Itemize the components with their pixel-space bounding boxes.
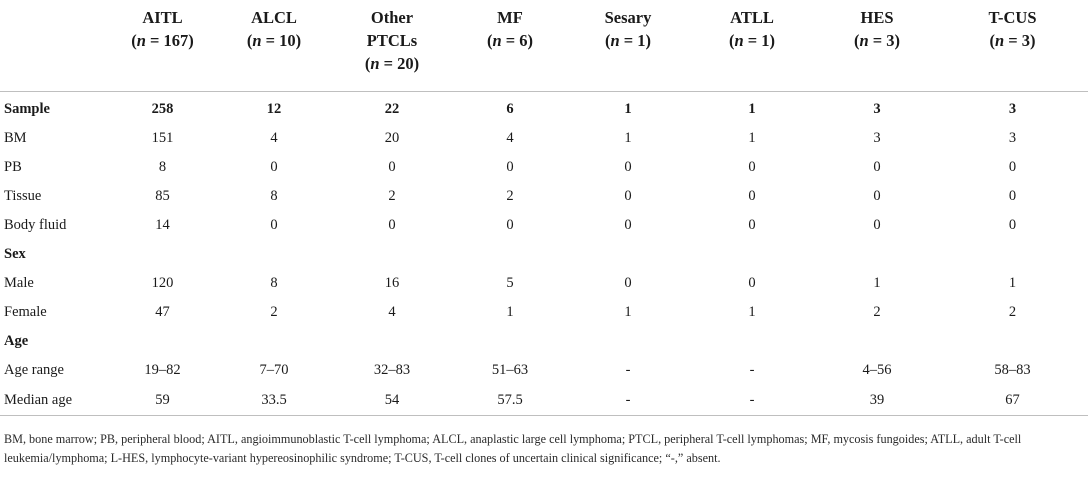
table-cell: 12 bbox=[266, 101, 282, 117]
table-cell bbox=[451, 240, 569, 269]
table-cell: 1 bbox=[624, 101, 632, 117]
table-cell: 4 bbox=[270, 130, 278, 146]
row-label: PB bbox=[4, 159, 22, 175]
header-mf: MF (n = 6) bbox=[451, 0, 569, 92]
header-t-cus: T-CUS (n = 3) bbox=[937, 0, 1088, 92]
table-cell: 14 bbox=[155, 217, 170, 233]
row-label: Median age bbox=[0, 385, 110, 416]
header-hes: HES (n = 3) bbox=[817, 0, 937, 92]
table-cell bbox=[687, 240, 817, 269]
section-label: Sex bbox=[4, 246, 26, 262]
table-cell: 151 bbox=[151, 130, 174, 146]
header-row bbox=[0, 0, 1088, 92]
table-cell bbox=[333, 327, 451, 356]
table-cell: 2 bbox=[506, 188, 514, 204]
table-row bbox=[0, 385, 1088, 416]
table-cell: 0 bbox=[748, 188, 756, 204]
table-cell: 51–63 bbox=[491, 362, 529, 378]
table-cell: 0 bbox=[748, 275, 756, 291]
table-cell: 33.5 bbox=[215, 385, 333, 416]
header-aitl: AITL (n = 167) bbox=[110, 0, 215, 92]
table-cell bbox=[569, 240, 687, 269]
table-cell: 0 bbox=[506, 159, 514, 175]
header-alcl: ALCL (n = 10) bbox=[215, 0, 333, 92]
table-cell: 0 bbox=[748, 159, 756, 175]
table-cell: 1 bbox=[873, 275, 881, 291]
table-cell: 67 bbox=[937, 385, 1088, 416]
table-cell: 59 bbox=[110, 385, 215, 416]
table-row bbox=[0, 153, 1088, 182]
table-cell: 0 bbox=[624, 217, 632, 233]
table-cell: 0 bbox=[1008, 159, 1017, 175]
table-cell: 0 bbox=[388, 217, 396, 233]
table-cell bbox=[110, 240, 215, 269]
table-cell bbox=[451, 327, 569, 356]
table-cell: 2 bbox=[873, 304, 881, 320]
table-cell: 0 bbox=[270, 159, 278, 175]
table-cell: - bbox=[687, 385, 817, 416]
table-cell: 7–70 bbox=[259, 362, 289, 378]
row-label: Tissue bbox=[4, 188, 42, 204]
table-cell: 1 bbox=[1008, 275, 1017, 291]
table-cell: 3 bbox=[873, 130, 881, 146]
table-cell: 85 bbox=[155, 188, 170, 204]
header-atll: ATLL (n = 1) bbox=[687, 0, 817, 92]
table-cell bbox=[817, 240, 937, 269]
table-cell: 6 bbox=[506, 101, 514, 117]
table-cell: 4 bbox=[388, 304, 396, 320]
section-row bbox=[0, 327, 1088, 356]
row-label: Male bbox=[4, 275, 34, 291]
table-cell bbox=[333, 240, 451, 269]
table-cell: 19–82 bbox=[144, 362, 181, 378]
table-cell: 3 bbox=[873, 101, 881, 117]
row-label: BM bbox=[4, 130, 27, 146]
row-label: Female bbox=[4, 304, 47, 320]
table-cell: 0 bbox=[506, 217, 514, 233]
table-cell: 20 bbox=[384, 130, 400, 146]
table-row bbox=[0, 124, 1088, 153]
table-cell: 258 bbox=[151, 101, 174, 117]
table-cell: 58–83 bbox=[994, 362, 1031, 378]
table-cell: 8 bbox=[158, 159, 167, 175]
table-cell bbox=[569, 327, 687, 356]
table-cell: 3 bbox=[1008, 130, 1017, 146]
table-cell: 1 bbox=[624, 304, 632, 320]
table-cell: 39 bbox=[817, 385, 937, 416]
table-row bbox=[0, 298, 1088, 327]
table-cell: 0 bbox=[1008, 188, 1017, 204]
section-label: Age bbox=[4, 333, 29, 349]
section-row bbox=[0, 92, 1088, 125]
table-row bbox=[0, 182, 1088, 211]
table-cell: 22 bbox=[384, 101, 400, 117]
table-cell bbox=[937, 240, 1088, 269]
table-cell bbox=[687, 327, 817, 356]
table-cell: 1 bbox=[748, 304, 756, 320]
section-row bbox=[0, 240, 1088, 269]
table-cell: 47 bbox=[155, 304, 170, 320]
table-cell: 8 bbox=[270, 275, 278, 291]
table-cell: 0 bbox=[624, 159, 632, 175]
table-cell bbox=[817, 327, 937, 356]
table-cell: 57.5 bbox=[451, 385, 569, 416]
table-cell bbox=[215, 240, 333, 269]
table-cell: 0 bbox=[270, 217, 278, 233]
row-label: Body fluid bbox=[4, 217, 67, 233]
table-row bbox=[0, 269, 1088, 298]
table-cell: 0 bbox=[873, 188, 881, 204]
table-cell: - bbox=[749, 362, 755, 378]
table-cell: 120 bbox=[151, 275, 174, 291]
table-cell: 5 bbox=[506, 275, 514, 291]
table-cell bbox=[110, 327, 215, 356]
table-cell: 0 bbox=[624, 188, 632, 204]
table-cell: - bbox=[625, 362, 631, 378]
table-cell: 32–83 bbox=[373, 362, 411, 378]
table-cell bbox=[215, 327, 333, 356]
table-cell: 0 bbox=[1008, 217, 1017, 233]
table-cell: 0 bbox=[388, 159, 396, 175]
table-cell: 2 bbox=[1008, 304, 1017, 320]
table-cell: 0 bbox=[873, 217, 881, 233]
table-cell: 4–56 bbox=[862, 362, 892, 378]
table-cell: 1 bbox=[506, 304, 514, 320]
table-cell: 3 bbox=[1008, 101, 1017, 117]
table-cell: - bbox=[569, 385, 687, 416]
table-row bbox=[0, 356, 1088, 385]
table-cell: 2 bbox=[388, 188, 396, 204]
table-row bbox=[0, 211, 1088, 240]
table-cell: 4 bbox=[506, 130, 514, 146]
row-label: Age range bbox=[4, 362, 64, 378]
table-cell: 8 bbox=[270, 188, 278, 204]
table-cell: 1 bbox=[624, 130, 632, 146]
table-cell: 1 bbox=[748, 101, 756, 117]
table-cell: 0 bbox=[873, 159, 881, 175]
header-sesary: Sesary (n = 1) bbox=[569, 0, 687, 92]
table-cell: 1 bbox=[748, 130, 756, 146]
table-cell: 0 bbox=[624, 275, 632, 291]
table-cell: 0 bbox=[748, 217, 756, 233]
section-label: Sample bbox=[4, 101, 50, 117]
header-corner bbox=[0, 0, 110, 92]
table-cell bbox=[937, 327, 1088, 356]
table-footnote: BM, bone marrow; PB, peripheral blood; AITL, angioimmunoblastic T-cell lymphoma; ALCL, anaplastic large cell lymphoma; PTCL, peripheral T-cell lymphomas; MF, mycosis fungoides; ATLL, adult T-cell leukemia/lymphoma; L-HES, lymphocyte-variant hypereosinophilic syndrome; T-CUS, T-cell clones of uncertain clinical significance; “-,” absent. bbox=[4, 432, 1022, 465]
header-other-ptcls: Other PTCLs (n = 20) bbox=[333, 0, 451, 92]
table-cell: 2 bbox=[270, 304, 278, 320]
table-body bbox=[0, 92, 1088, 416]
table-cell: 16 bbox=[384, 275, 400, 291]
table-cell: 54 bbox=[333, 385, 451, 416]
